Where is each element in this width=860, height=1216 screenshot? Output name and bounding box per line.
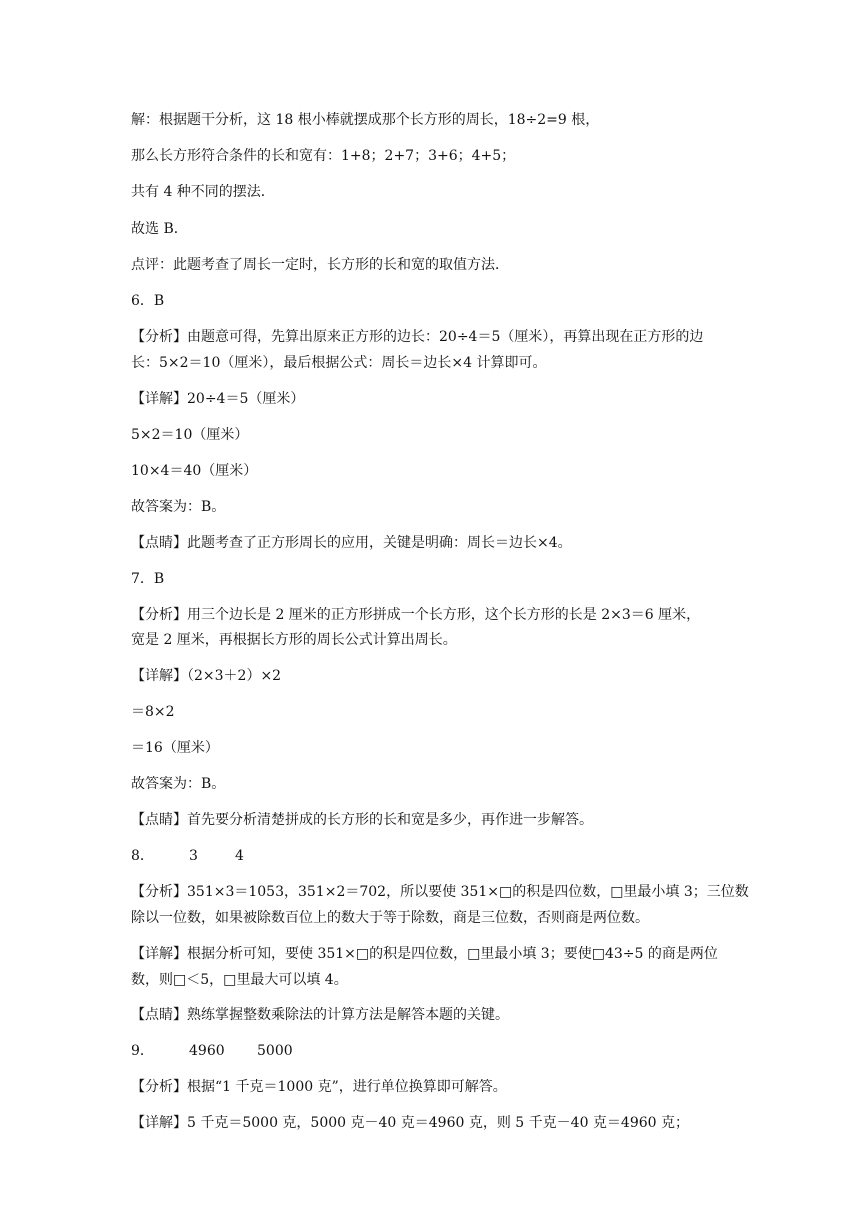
- answer-blank-1: 3: [189, 848, 198, 864]
- text-line: 点评：此题考查了周长一定时，长方形的长和宽的取值方法．: [131, 257, 509, 273]
- comment-text: 【点睛】首先要分析清楚拼成的长方形的长和宽是多少，再作进一步解答。: [131, 812, 593, 828]
- analysis-text: 【分析】由题意可得，先算出原来正方形的边长：20÷4＝5（厘米），再算出现在正方形的边: [131, 329, 704, 345]
- analysis-text: 长：5×2＝10（厘米），最后根据公式：周长＝边长×4 计算即可。: [131, 355, 547, 371]
- detail-text: 数，则□＜5，□里最大可以填 4。: [131, 972, 348, 988]
- analysis-text: 【分析】351×3＝1053，351×2＝702，所以要使 351×□的积是四位数，□里最小填 3；三位数: [131, 884, 749, 900]
- detail-text: 【详解】根据分析可知，要使 351×□的积是四位数，□里最小填 3；要使□43÷5 的商是两位: [131, 946, 718, 962]
- detail-text: 【详解】5 千克＝5000 克，5000 克－40 克＝4960 克，则 5 千克－40 克＝4960 克；: [131, 1115, 690, 1131]
- answer-blank-1: 4960: [189, 1043, 225, 1059]
- analysis-text: 【分析】根据“1 千克＝1000 克”，进行单位换算即可解答。: [131, 1079, 507, 1095]
- calc-line: ＝8×2: [131, 704, 175, 720]
- calc-line: ＝16（厘米）: [131, 740, 219, 756]
- text-line: 故选 B．: [131, 221, 188, 237]
- question-number: 9．: [131, 1043, 154, 1059]
- question-number: 6．B: [131, 293, 165, 309]
- detail-text: 【详解】（2×3＋2）×2: [131, 668, 282, 684]
- detail-text: 【详解】20÷4＝5（厘米）: [131, 391, 305, 407]
- analysis-text: 宽是 2 厘米，再根据长方形的周长公式计算出周长。: [131, 632, 457, 648]
- calc-line: 5×2＝10（厘米）: [131, 427, 249, 443]
- question-number: 8．: [131, 848, 154, 864]
- answer-blank-2: 4: [235, 848, 244, 864]
- text-line: 解：根据题干分析，这 18 根小棒就摆成那个长方形的周长，18÷2=9 根，: [131, 112, 600, 128]
- question-number: 7．B: [131, 571, 165, 587]
- calc-line: 10×4＝40（厘米）: [131, 463, 258, 479]
- comment-text: 【点睛】熟练掌握整数乘除法的计算方法是解答本题的关键。: [131, 1007, 509, 1023]
- analysis-text: 除以一位数，如果被除数百位上的数大于等于除数，商是三位数，否则商是两位数。: [131, 910, 649, 926]
- analysis-text: 【分析】用三个边长是 2 厘米的正方形拼成一个长方形，这个长方形的长是 2×3＝6 厘米，: [131, 607, 701, 623]
- question-8-answers: [131, 846, 751, 866]
- text-line: 那么长方形符合条件的长和宽有：1+8；2+7；3+6；4+5；: [131, 148, 516, 164]
- answer-blank-2: 5000: [257, 1043, 293, 1059]
- comment-text: 【点睛】此题考查了正方形周长的应用，关键是明确：周长＝边长×4。: [131, 535, 572, 551]
- text-line: 共有 4 种不同的摆法．: [131, 184, 275, 200]
- answer-line: 故答案为：B。: [131, 499, 226, 515]
- answer-line: 故答案为：B。: [131, 776, 226, 792]
- question-9-answers: [131, 1041, 751, 1061]
